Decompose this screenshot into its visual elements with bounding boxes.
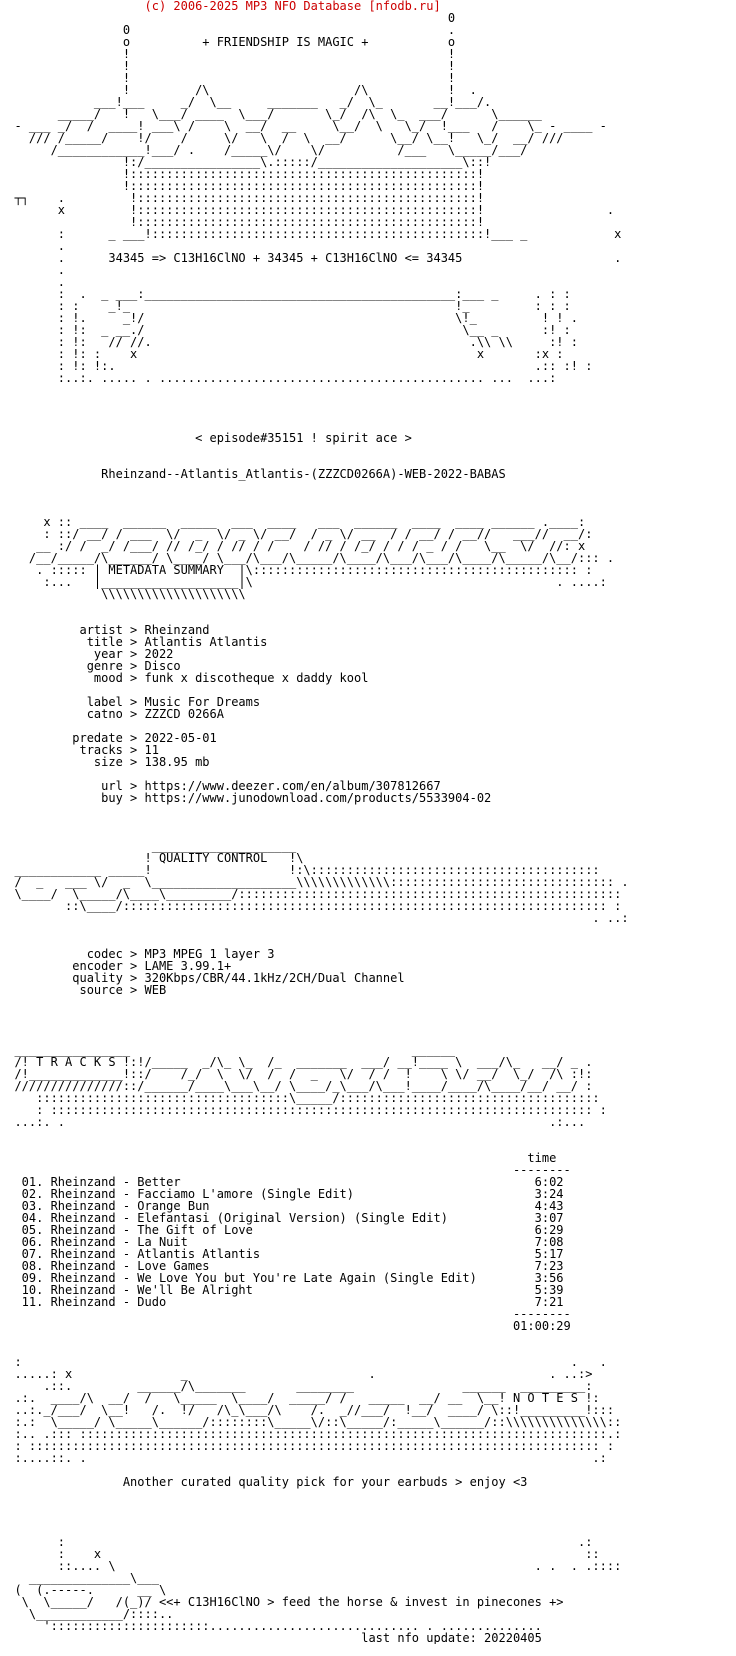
nfo-line: artist > Rheinzand — [0, 623, 210, 637]
nfo-line: \ \_____/ /(_)/ <<+ C13H16ClNO > feed the horse & invest in pinecones +> — [0, 1595, 564, 1609]
nfo-line: encoder > LAME 3.99.1+ — [0, 959, 232, 973]
nfo-line: : _ ___!::::::::::::::::::::::::::::::::::::::::::::::!___ _ x — [0, 227, 622, 241]
nfo-line: :... |___________________|\ . ....: — [0, 575, 607, 589]
nfo-line: 10. Rheinzand - We'll Be Alright 5:39 — [0, 1283, 564, 1297]
nfo-line — [0, 804, 736, 816]
nfo-line: 01:00:29 — [0, 1319, 571, 1333]
nfo-line — [0, 492, 736, 504]
nfo-line — [0, 408, 736, 420]
nfo-line — [0, 816, 736, 828]
nfo-line: ! QUALITY CONTROL !\ — [0, 851, 304, 865]
nfo-line: 03. Rheinzand - Orange Bun 4:43 — [0, 1199, 564, 1213]
nfo-line: buy > https://www.junodownload.com/products/5533904-02 — [0, 791, 492, 805]
nfo-line: ____________ _____! !:\:::::::::::::::::::::::::::::::::::::::: — [0, 863, 600, 877]
nfo-line: /!_____________!::/ /_/ \ \/ / / _ \/ / / ! \ \/ __/ \_/ /\ :!: — [0, 1067, 593, 1081]
nfo-line: 09. Rheinzand - We Love You but You're Late Again (Single Edit) 3:56 — [0, 1271, 564, 1285]
nfo-line: : : _!_ !_ : : : — [0, 299, 571, 313]
nfo-line: \____________/::::.. — [0, 1607, 174, 1621]
nfo-line: / _ ___ \/ _ \____________________\\\\\\\\\\\\\::::::::::::::::::::::::::::::: . — [0, 875, 629, 889]
nfo-line: ..:._/___/ \__! /. !/ /\_\___/\ /. _//___/ !__/ ____/ \::!_________!::: — [0, 1403, 615, 1417]
nfo-line — [0, 1020, 736, 1032]
nfo-line — [0, 384, 736, 396]
nfo-line: Another curated quality pick for your earbuds > enjoy <3 — [0, 1475, 528, 1489]
nfo-line: . — [0, 239, 66, 253]
nfo-line: ::.... \ . . . .:::: — [0, 1559, 622, 1573]
nfo-line: 0 . — [0, 23, 456, 37]
nfo-line: : !. _!/ \!_ ! ! . — [0, 311, 578, 325]
nfo-line: ///////////////::/______/____\___\__/ \____/_\___/\___!____/____/\____/__/ __/ : — [0, 1079, 593, 1093]
nfo-line: ::\____/::::::::::::::::::::::::::::::::::::::::::::::::::::::::::::::::::: : — [0, 899, 622, 913]
nfo-line: : ::::::::::::::::::::::::::::::::::::::::::::::::::::::::::::::::::::::::::: : — [0, 1103, 607, 1117]
nfo-line: :..:. ..... . ............................................. ... ...: — [0, 371, 557, 385]
nfo-line — [0, 924, 736, 936]
nfo-line: predate > 2022-05-01 — [0, 731, 217, 745]
nfo-line — [0, 444, 736, 456]
nfo-line: label > Music For Dreams — [0, 695, 261, 709]
nfo-line: quality > 320Kbps/CBR/44.1kHz/2CH/Dual Channel — [0, 971, 405, 985]
nfo-line: codec > MP3 MPEG 1 layer 3 — [0, 947, 275, 961]
nfo-line: ___!___ _/ \__ _______ _/ \_ __!___/. — [0, 95, 492, 109]
nfo-line — [0, 1008, 736, 1020]
nfo-line: .::. ______/\_______ ________ ______ _________: — [0, 1379, 593, 1393]
nfo-line: < episode#35151 ! spirit ace > — [0, 431, 412, 445]
nfo-line: url > https://www.deezer.com/en/album/307812667 — [0, 779, 441, 793]
nfo-line: : !: // //. .\\ \\ :! : — [0, 335, 578, 349]
nfo-line: .:. ____/\ __/ / \_____ \____/ _____/ / _____ __/ __ \__! N O T E S !: — [0, 1391, 600, 1405]
nfo-line: : . . — [0, 1355, 607, 1369]
nfo-line: last nfo update: 20220405 — [0, 1631, 542, 1644]
nfo-line: ________________ ______ — [0, 1043, 456, 1057]
nfo-line: -------- — [0, 1163, 571, 1177]
nfo-line: ( (.-----. __ \ — [0, 1583, 167, 1597]
nfo-line: o + FRIENDSHIP IS MAGIC + o — [0, 35, 456, 49]
nfo-line: !::::::::::::::::::::::::::::::::::::::::::::::::! — [0, 179, 485, 193]
nfo-line — [0, 996, 736, 1008]
nfo-line: : !: _ __./ \__ _ :! : — [0, 323, 571, 337]
nfo-line: 02. Rheinzand - Facciamo L'amore (Single Edit) 3:24 — [0, 1187, 564, 1201]
nfo-line: /! T R A C K S !:!/_____ _/\_ \_ /_ _______ ___/ __!____ \ ___/\_ __/ _ . — [0, 1055, 593, 1069]
nfo-line: : ::/ __/ / ___ \/ _ \/ _ \/ __/ / _ \/ __ / / __/ / __// ___// __/: — [0, 527, 593, 541]
nfo-line — [0, 396, 736, 408]
nfo-line: . — [0, 263, 66, 277]
nfo-line: mood > funk x discotheque x daddy kool — [0, 671, 369, 685]
nfo-line: : . _ ___:___________________________________________:___ _ . : : — [0, 287, 571, 301]
nfo-line: _____/ ! \___/ ____ \___/ \_/ /\ \_ ___/ \______ — [0, 107, 542, 121]
nfo-line: - ___ _/ / ____! ___\ / \ __/ __ \__/ \ \_/ !___ / \_ - ____ - — [0, 119, 607, 133]
nfo-line: -------- — [0, 1307, 571, 1321]
nfo-line: tracks > 11 — [0, 743, 159, 757]
nfo-line: source > WEB — [0, 983, 167, 997]
nfo-line: ┬┐ . !:::::::::::::::::::::::::::::::::::::::::::::::! — [0, 191, 485, 205]
nfo-line: :.. .::: :::::::::::::::::::::::::::::::::::::::::::::::::::::::::::::::::::::::::.: — [0, 1427, 622, 1441]
nfo-line: x !:::::::::::::::::::::::::::::::::::::::::::::::! . — [0, 203, 615, 217]
nfo-line: 0 — [0, 11, 456, 25]
nfo-line: 06. Rheinzand - La Nuit 7:08 — [0, 1235, 564, 1249]
nfo-line: !::::::::::::::::::::::::::::::::::::::::::::::::! — [0, 167, 485, 181]
nfo-line: !:/________________\.:::::/____________________\::! — [0, 155, 492, 169]
nfo-line: size > 138.95 mb — [0, 755, 210, 769]
nfo-line — [0, 1500, 736, 1512]
nfo-line: 07. Rheinzand - Atlantis Atlantis 5:17 — [0, 1247, 564, 1261]
nfo-line — [0, 600, 736, 612]
nfo-line — [0, 480, 736, 492]
nfo-line: __ :/ / _/ /___/ // /_/ / // / / / // / /_/ / / / _ / / \__ \/ //: x — [0, 539, 586, 553]
nfo-line: Rheinzand--Atlantis_Atlantis-(ZZZCD0266A)-WEB-2022-BABAS — [0, 467, 506, 481]
nfo-line: : ::::::::::::::::::::::::::::::::::::::::::::::::::::::::::::::::::::::::::::::: : — [0, 1439, 615, 1453]
nfo-line: . 34345 => C13H16ClNO + 34345 + C13H16ClNO <= 34345 . — [0, 251, 622, 265]
nfo-line: ____________________ — [0, 839, 297, 853]
nfo-line: ! ! — [0, 59, 456, 73]
nfo-line: : !: !:. .:: :! : — [0, 359, 593, 373]
nfo-line: catno > ZZZCD 0266A — [0, 707, 224, 721]
nfo-line: ! /\ /\ ! . — [0, 83, 477, 97]
nfo-line: : !: : x x :x : — [0, 347, 564, 361]
nfo-line: .....: x _ . . ..:> — [0, 1367, 593, 1381]
nfo-line: 05. Rheinzand - The Gift of Love 6:29 — [0, 1223, 564, 1237]
nfo-line: : .: — [0, 1535, 593, 1549]
nfo-line: !:::::::::::::::::::::::::::::::::::::::::::::::! — [0, 215, 485, 229]
nfo-line: year > 2022 — [0, 647, 174, 661]
nfo-line: 01. Rheinzand - Better 6:02 — [0, 1175, 564, 1189]
nfo-line: '::::::::::::::::::::::............................. . .............. — [0, 1619, 542, 1633]
nfo-line: ______________\___ — [0, 1571, 159, 1585]
nfo-line: /____________!___/ . /_____\/ \/ /___ \_____/___/ — [0, 143, 528, 157]
nfo-line: /__/_____/\______/ \____/ \___/\___/\_____/\____/\___/\___/\____/\_____/\__/::: . — [0, 551, 615, 565]
nfo-line: ! ! — [0, 47, 456, 61]
nfo-line — [0, 1512, 736, 1524]
nfo-line: title > Atlantis Atlantis — [0, 635, 268, 649]
nfo-line: time — [0, 1151, 557, 1165]
nfo-line: . — [0, 275, 66, 289]
nfo-line: :....::. . .: — [0, 1451, 607, 1465]
nfo-line: \\\\\\\\\\\\\\\\\\\\ — [0, 587, 246, 601]
nfo-line: 08. Rheinzand - Love Games 7:23 — [0, 1259, 564, 1273]
nfo-line: : x :: — [0, 1547, 600, 1561]
nfo-line: ...:. . .:... — [0, 1115, 586, 1129]
nfo-line: 04. Rheinzand - Elefantasi (Original Version) (Single Edit) 3:07 — [0, 1211, 564, 1225]
nfo-line: ! ! — [0, 71, 456, 85]
nfo-line: . ..: — [0, 911, 629, 925]
nfo-line — [0, 1332, 736, 1344]
nfo-line: :.: \_____/ \_____\______/::::::::\_____\/::\_____/:_____\______/::\\\\\\\\\\\\\\:: — [0, 1415, 622, 1429]
nfo-line: . ::::: | METADATA SUMMARY |\::::::::::::::::::::::::::::::::::::::::::::: : — [0, 563, 593, 577]
nfo-line: /// /_____/ !/ / \/ \ / \ __/ \__/ \__! \_/ __/ /// — [0, 131, 564, 145]
nfo-line — [0, 1488, 736, 1500]
credit-header: (c) 2006-2025 MP3 NFO Database [nfodb.ru] — [0, 0, 441, 13]
nfo-line: \____/ \_____/\____\_________/::::::::::::::::::::::::::::::::::::::::::::::::::::: — [0, 887, 622, 901]
nfo-line: :::::::::::::::::::::::::::::::::::\_____/:::::::::::::::::::::::::::::::::::: — [0, 1091, 600, 1105]
nfo-line: genre > Disco — [0, 659, 181, 673]
nfo-line: x :: ____ ______ _____ ___ ____ ___ ______ ____ ____ ______ .____: — [0, 515, 586, 529]
nfo-line: 11. Rheinzand - Dudo 7:21 — [0, 1295, 564, 1309]
nfo-line — [0, 1128, 736, 1140]
